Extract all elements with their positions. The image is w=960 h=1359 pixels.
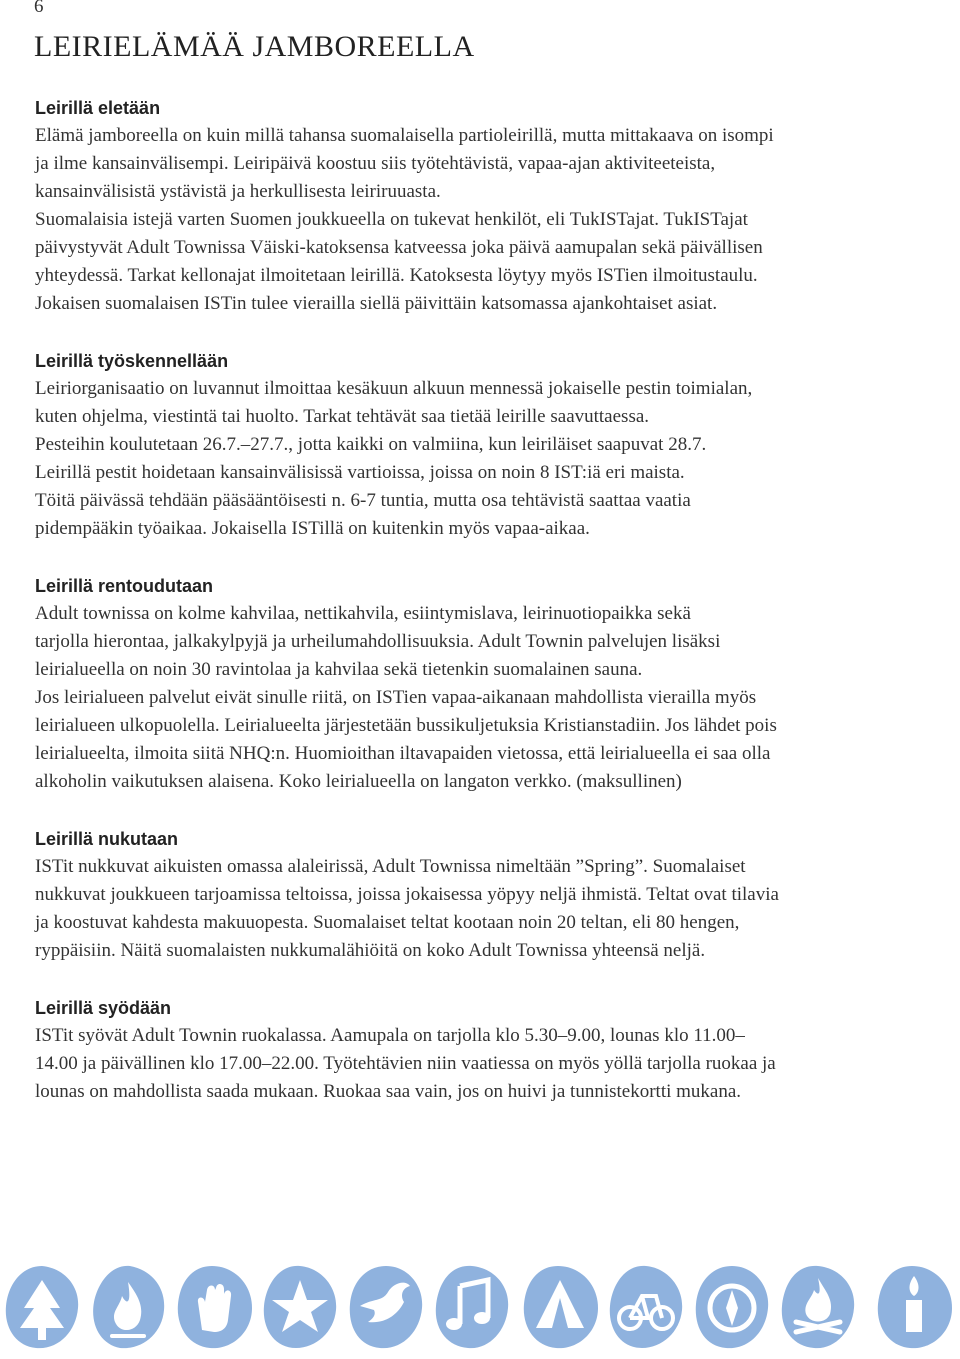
- paragraph-line: alkoholin vaikutuksen alaisena. Koko leirialueella on langaton verkko. (maksullinen): [35, 771, 682, 792]
- paragraph-line: Jos leirialueen palvelut eivät sinulle riitä, on ISTien vapaa-aikanaan mahdollista vierailla myös: [35, 687, 757, 708]
- section-heading: Leirillä syödään: [35, 998, 172, 1018]
- paragraph-line: Elämä jamboreella on kuin millä tahansa suomalaisella partioleirillä, mutta mittakaava on isompi: [35, 125, 774, 146]
- paragraph-line: yhteydessä. Tarkat kellonajat ilmoitetaan leirillä. Katoksesta löytyy myös ISTien ilmoitustaulu.: [35, 265, 758, 286]
- paragraph-line: ja ilme kansainvälisempi. Leiripäivä koostuu siis työtehtävistä, vapaa-ajan aktiviteeteista,: [35, 153, 716, 174]
- paragraph-line: tarjolla hierontaa, jalkakylpyjä ja urheilumahdollisuuksia. Adult Townin palvelujen lisäksi: [35, 631, 721, 652]
- article-body: [35, 94, 935, 1135]
- section-nukutaan: [35, 825, 935, 965]
- paragraph-line: Adult townissa on kolme kahvilaa, nettikahvila, esiintymislava, leirinuotiopaikka sekä: [35, 603, 691, 624]
- candle-icon: [874, 1262, 954, 1352]
- section-rentoudutaan: [35, 572, 935, 796]
- fire-icon: [778, 1262, 858, 1352]
- paragraph-line: kansainvälisistä ystävistä ja herkullisesta leiriruuasta.: [35, 181, 441, 202]
- star-icon: [260, 1262, 340, 1352]
- paragraph-line: ISTit nukkuvat aikuisten omassa alaleirissä, Adult Townissa nimeltään ”Spring”. Suomalaiset: [35, 856, 746, 877]
- paragraph-line: kuten ohjelma, viestintä tai huolto. Tarkat tehtävät saa tietää leirille saavuttaessa.: [35, 406, 650, 427]
- paragraph-line: nukkuvat joukkueen tarjoamissa teltoissa, joissa jokaisessa yöpyy neljä ihmistä. Teltat ovat tilavia: [35, 884, 779, 905]
- bicycle-icon: [606, 1262, 686, 1352]
- hand-icon: [174, 1262, 254, 1352]
- flame-icon: [88, 1262, 168, 1352]
- paragraph-line: Leiriorganisaatio on luvannut ilmoittaa kesäkuun alkuun mennessä jokaiselle pestin toimialan,: [35, 378, 753, 399]
- compass-icon: [692, 1262, 772, 1352]
- paragraph-line: leirialueen ulkopuolella. Leirialueelta järjestetään bussikuljetuksia Kristianstadiin. Jos lähdet pois: [35, 715, 777, 736]
- paragraph-line: lounas on mahdollista saada mukaan. Ruokaa saa vain, jos on huivi ja tunnistekortti mukana.: [35, 1081, 742, 1102]
- tent-icon: [520, 1262, 600, 1352]
- paragraph-line: ISTit syövät Adult Townin ruokalassa. Aamupala on tarjolla klo 5.30–9.00, lounas klo 11.00–: [35, 1025, 745, 1046]
- paragraph-line: leirialueelta, ilmoita siitä NHQ:n. Huomioithan iltavapaiden vietossa, että leirialueella ei saa olla: [35, 743, 771, 764]
- paragraph-line: leirialueella on noin 30 ravintolaa ja kahvilaa sekä tietenkin suomalainen sauna.: [35, 659, 643, 680]
- section-heading: Leirillä eletään: [35, 98, 161, 118]
- section-eletaan: [35, 94, 935, 318]
- paragraph-line: ryppäisiin. Näitä suomalaisten nukkumalähiöitä on koko Adult Townissa yhteensä neljä.: [35, 940, 706, 961]
- music-notes-icon: [432, 1262, 512, 1352]
- dove-icon: [346, 1262, 426, 1352]
- tree-icon: [2, 1262, 82, 1352]
- page-title: LEIRIELÄMÄÄ JAMBOREELLA: [34, 30, 475, 63]
- section-heading: Leirillä rentoudutaan: [35, 576, 214, 596]
- footer-icon-strip: [0, 1262, 960, 1352]
- paragraph-line: Pesteihin koulutetaan 26.7.–27.7., jotta kaikki on valmiina, kun leiriläiset saapuvat 28.7.: [35, 434, 707, 455]
- section-heading: Leirillä nukutaan: [35, 829, 179, 849]
- paragraph-line: päivystyvät Adult Townissa Väiski-katoksensa katveessa joka päivä aamupalan sekä päivällisen: [35, 237, 763, 258]
- paragraph-line: Suomalaisia istejä varten Suomen joukkueella on tukevat henkilöt, eli TukISTajat. TukISTajat: [35, 209, 748, 230]
- page-number: 6: [34, 0, 44, 17]
- paragraph-line: Töitä päivässä tehdään pääsääntöisesti n. 6-7 tuntia, mutta osa tehtävistä saattaa vaatia: [35, 490, 691, 511]
- paragraph-line: Jokaisen suomalaisen ISTin tulee vierailla siellä päivittäin katsomassa ajankohtaiset asiat.: [35, 293, 718, 314]
- paragraph-line: Leirillä pestit hoidetaan kansainvälisissä vartioissa, joissa on noin 8 IST:iä eri maista.: [35, 462, 685, 483]
- paragraph-line: 14.00 ja päivällinen klo 17.00–22.00. Työtehtävien niin vaatiessa on myös yöllä tarjolla ruokaa ja: [35, 1053, 776, 1074]
- section-heading: Leirillä työskennellään: [35, 351, 229, 371]
- paragraph-line: ja koostuvat kahdesta makuuopesta. Suomalaiset teltat kootaan noin 20 teltan, eli 80 hengen,: [35, 912, 740, 933]
- section-tyoskennellaan: [35, 347, 935, 543]
- paragraph-line: pidempääkin työaikaa. Jokaisella ISTillä on kuitenkin myös vapaa-aikaa.: [35, 518, 590, 539]
- section-syodaan: [35, 994, 935, 1106]
